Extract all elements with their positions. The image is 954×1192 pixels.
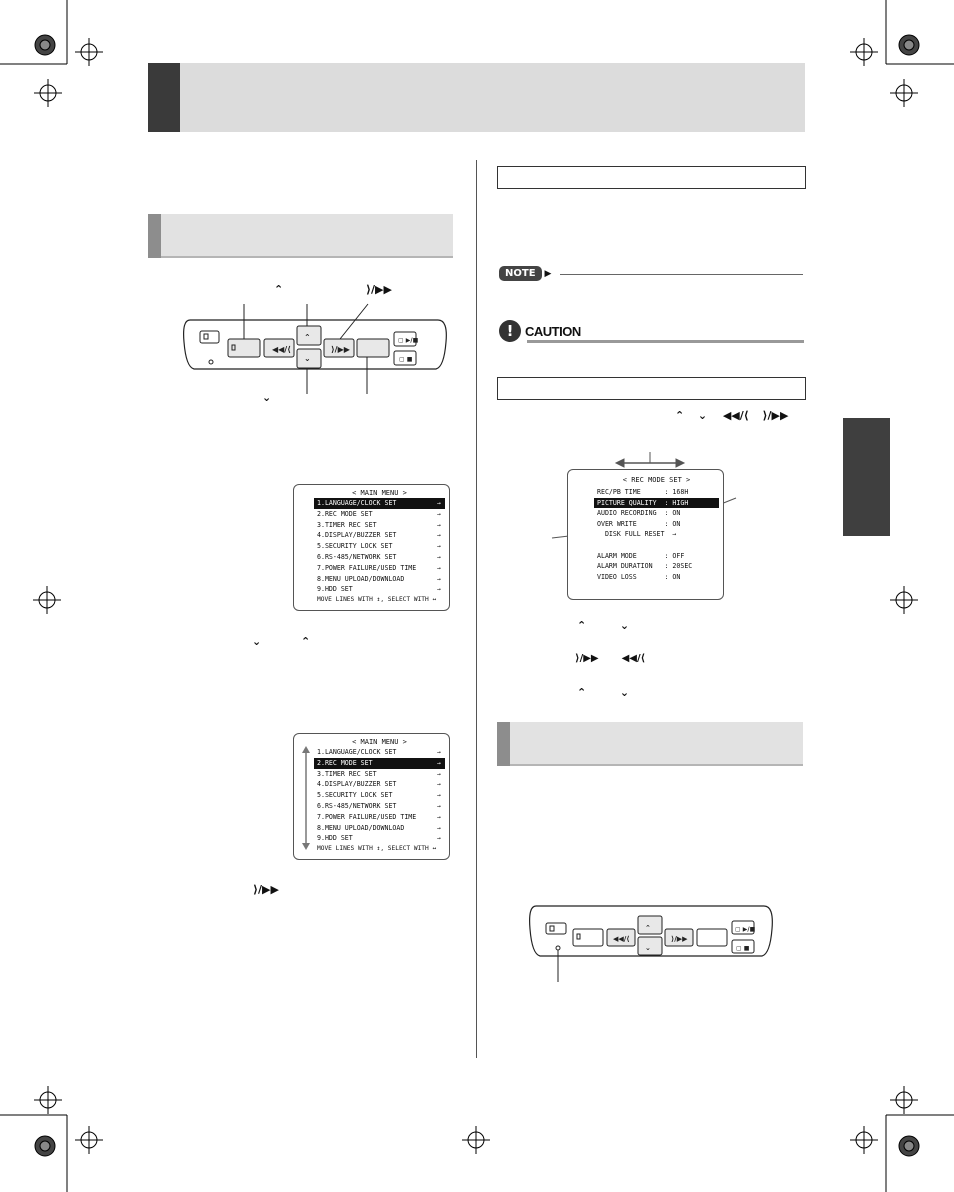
menu-item-1: 1.LANGUAGE/CLOCK SET → xyxy=(317,748,441,756)
right-subheading-box-2 xyxy=(497,377,806,400)
menu-item-2: 2.REC MODE SET → xyxy=(314,758,445,769)
main-menu-screen-2 xyxy=(293,733,450,860)
down-arrow-icon: ⌄ xyxy=(697,409,708,422)
step-glyphs-2 xyxy=(575,653,645,664)
svg-text:⌃: ⌃ xyxy=(645,924,651,932)
rec-mode-row: DISK FULL RESET → xyxy=(597,530,677,539)
up-arrow-icon: ⌃ xyxy=(274,283,284,296)
svg-text:⟩/▶▶: ⟩/▶▶ xyxy=(331,345,350,354)
remote-control-diagram-2 xyxy=(528,904,774,984)
column-divider xyxy=(476,160,477,1058)
menu-item-1: 1.LANGUAGE/CLOCK SET → xyxy=(314,498,445,509)
svg-text:▢ ■: ▢ ■ xyxy=(399,356,413,363)
rec-mode-row xyxy=(594,540,719,551)
fast-forward-icon: ⟩/▶▶ xyxy=(762,409,789,422)
right-subheading-box-1 xyxy=(497,166,806,189)
caution-marker xyxy=(499,320,581,342)
rec-mode-set-screen xyxy=(567,469,724,600)
svg-text:⌄: ⌄ xyxy=(645,944,651,952)
menu-footer: MOVE LINES WITH ↕, SELECT WITH ↔ xyxy=(317,845,437,853)
rec-mode-row: REC/PB TIME : 168H xyxy=(597,488,689,496)
rewind-icon: ◀◀/⟨ xyxy=(722,409,749,422)
menu-item-9: 9.HDD SET → xyxy=(317,834,441,843)
menu-item-3: 3.TIMER REC SET → xyxy=(317,769,441,778)
rec-mode-row: ALARM MODE : OFF xyxy=(597,551,685,560)
rec-mode-row: OVER WRITE : ON xyxy=(597,519,681,528)
rec-mode-row: VIDEO LOSS : ON xyxy=(597,572,681,581)
header-tab xyxy=(148,63,180,132)
menu-item-7: 7.POWER FAILURE/USED TIME → xyxy=(317,812,441,821)
caution-rule xyxy=(527,340,804,343)
down-arrow-icon: ⌄ xyxy=(262,391,272,404)
up-arrow-icon: ⌃ xyxy=(577,619,587,632)
up-arrow-icon: ⌃ xyxy=(577,686,587,699)
step-glyphs-3 xyxy=(577,686,629,699)
left-section-heading-bar xyxy=(148,214,161,258)
fast-forward-icon: ⟩/▶▶ xyxy=(575,653,599,664)
rec-mode-row: AUDIO RECORDING : ON xyxy=(597,509,681,518)
svg-text:⟩/▶▶: ⟩/▶▶ xyxy=(671,935,688,943)
main-menu-title: < MAIN MENU > xyxy=(352,738,407,746)
down-arrow-icon: ⌄ xyxy=(619,686,630,699)
menu-item-5: 5.SECURITY LOCK SET → xyxy=(317,542,441,551)
menu-footer: MOVE LINES WITH ↕, SELECT WITH ↔ xyxy=(317,596,437,604)
step-glyphs-1 xyxy=(577,619,629,632)
nav-button-glyphs xyxy=(675,409,788,422)
svg-text:▢ ▶/■: ▢ ▶/■ xyxy=(398,337,419,344)
scroll-arrow-icon xyxy=(302,746,310,850)
menu-item-8: 8.MENU UPLOAD/DOWNLOAD → xyxy=(317,574,441,583)
up-arrow-icon: ⌃ xyxy=(301,635,311,648)
menu-item-4: 4.DISPLAY/BUZZER SET → xyxy=(317,780,441,789)
right-section-heading-bar xyxy=(497,722,510,766)
menu-item-9: 9.HDD SET → xyxy=(317,585,441,594)
menu-item-2: 2.REC MODE SET → xyxy=(317,509,441,518)
exclamation-icon: ! xyxy=(499,320,521,342)
remote-control-diagram-1 xyxy=(180,282,450,407)
note-badge: NOTE xyxy=(499,266,542,281)
svg-text:⌃: ⌃ xyxy=(304,333,311,342)
svg-text:▢ ■: ▢ ■ xyxy=(736,945,750,952)
menu-item-5: 5.SECURITY LOCK SET → xyxy=(317,791,441,800)
menu-item-6: 6.RS-485/NETWORK SET → xyxy=(317,801,441,810)
chapter-side-tab xyxy=(843,418,890,536)
note-marker xyxy=(499,266,551,281)
play-icon: ▶ xyxy=(544,268,552,279)
rewind-icon: ◀◀/⟨ xyxy=(621,653,646,664)
header-band xyxy=(148,63,805,132)
menu-item-4: 4.DISPLAY/BUZZER SET → xyxy=(317,531,441,540)
svg-text:◀◀/⟨: ◀◀/⟨ xyxy=(272,345,291,354)
rec-mode-row-selected: PICTURE QUALITY : HIGH xyxy=(594,498,719,509)
menu-item-6: 6.RS-485/NETWORK SET → xyxy=(317,552,441,561)
main-menu-title: < MAIN MENU > xyxy=(352,489,407,497)
svg-text:▢ ▶/■: ▢ ▶/■ xyxy=(735,926,756,933)
fast-forward-icon: ⟩/▶▶ xyxy=(253,883,279,896)
up-arrow-icon: ⌃ xyxy=(675,409,685,422)
down-arrow-icon: ⌄ xyxy=(252,635,262,648)
down-arrow-icon: ⌄ xyxy=(619,619,630,632)
menu-item-8: 8.MENU UPLOAD/DOWNLOAD → xyxy=(317,823,441,832)
main-menu-screen-1 xyxy=(293,484,450,611)
rec-mode-row: ALARM DURATION : 20SEC xyxy=(597,562,693,571)
menu-item-3: 3.TIMER REC SET → xyxy=(317,520,441,529)
left-section-heading xyxy=(148,214,453,258)
menu-item-7: 7.POWER FAILURE/USED TIME → xyxy=(317,563,441,572)
fast-forward-icon: ⟩/▶▶ xyxy=(366,283,392,296)
note-rule xyxy=(560,274,803,275)
rec-mode-title: < REC MODE SET > xyxy=(622,476,691,484)
svg-text:⌄: ⌄ xyxy=(304,354,311,363)
svg-text:◀◀/⟨: ◀◀/⟨ xyxy=(613,935,630,943)
right-section-heading xyxy=(497,722,803,766)
caution-title: CAUTION xyxy=(525,323,581,339)
